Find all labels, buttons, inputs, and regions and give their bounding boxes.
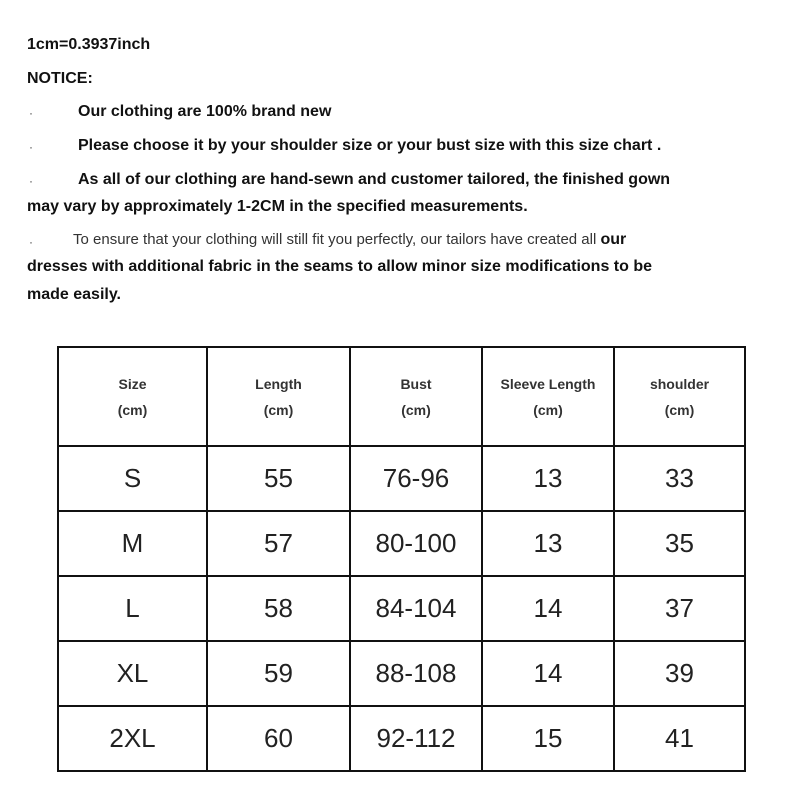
- table-row: [58, 706, 745, 771]
- table-row: [58, 511, 745, 576]
- cell-length: 55: [207, 446, 350, 511]
- cell-sleeve-length: 15: [482, 706, 614, 771]
- header-unit: (cm): [533, 401, 563, 418]
- cell-sleeve-length: 13: [482, 511, 614, 576]
- table-header-row: [58, 347, 745, 446]
- table-row: [58, 576, 745, 641]
- conversion-note: 1cm=0.3937inch: [27, 36, 151, 53]
- header-name: Sleeve Length: [500, 375, 596, 392]
- header-bust: [350, 347, 482, 446]
- fit-line1-normal: To ensure that your clothing will still fit you perfectly, our tailors have created all: [73, 231, 597, 248]
- notice-item-hand-sewn-line1: As all of our clothing are hand-sewn and customer tailored, the finished gown: [78, 171, 671, 188]
- header-name: shoulder: [649, 375, 710, 392]
- cell-bust: 80-100: [350, 511, 482, 576]
- cell-length: 60: [207, 706, 350, 771]
- table-row: [58, 446, 745, 511]
- bullet-dot: ·: [29, 106, 33, 120]
- cell-size: S: [58, 446, 207, 511]
- bullet-dot: ·: [29, 140, 33, 154]
- header-name: Length: [255, 375, 302, 392]
- cell-length: 58: [207, 576, 350, 641]
- header-unit: (cm): [664, 401, 695, 418]
- table-row: [58, 641, 745, 706]
- cell-shoulder: 41: [614, 706, 745, 771]
- notice-item-fit-line2: dresses with additional fabric in the seams to allow minor size modifications to be: [27, 258, 653, 275]
- header-unit: (cm): [263, 401, 294, 418]
- cell-length: 57: [207, 511, 350, 576]
- header-sleeve-length: [482, 347, 614, 446]
- notice-item-fit-line1: [73, 231, 626, 249]
- header-shoulder: [614, 347, 745, 446]
- header-name: Size: [118, 375, 147, 392]
- size-chart-table: [57, 346, 746, 772]
- cell-bust: 92-112: [350, 706, 482, 771]
- notice-item-hand-sewn-line2: may vary by approximately 1-2CM in the specified measurements.: [27, 198, 528, 215]
- header-length: [207, 347, 350, 446]
- cell-sleeve-length: 14: [482, 576, 614, 641]
- cell-sleeve-length: 14: [482, 641, 614, 706]
- notice-item-fit-line3: made easily.: [27, 286, 121, 303]
- cell-size: 2XL: [58, 706, 207, 771]
- cell-size: XL: [58, 641, 207, 706]
- fit-line1-bold: our: [600, 231, 627, 248]
- bullet-dot: ·: [29, 235, 33, 249]
- header-name: Bust: [400, 375, 432, 392]
- notice-label: NOTICE:: [27, 70, 93, 87]
- header-size: [58, 347, 207, 446]
- bullet-dot: ·: [29, 174, 33, 188]
- notice-item-brand-new: Our clothing are 100% brand new: [78, 103, 332, 120]
- header-unit: (cm): [401, 401, 431, 418]
- cell-size: L: [58, 576, 207, 641]
- cell-shoulder: 39: [614, 641, 745, 706]
- cell-bust: 88-108: [350, 641, 482, 706]
- notice-item-choose-size: Please choose it by your shoulder size or your bust size with this size chart .: [78, 137, 662, 154]
- cell-sleeve-length: 13: [482, 446, 614, 511]
- cell-shoulder: 33: [614, 446, 745, 511]
- cell-shoulder: 35: [614, 511, 745, 576]
- cell-size: M: [58, 511, 207, 576]
- cell-length: 59: [207, 641, 350, 706]
- header-unit: (cm): [117, 401, 148, 418]
- cell-bust: 76-96: [350, 446, 482, 511]
- cell-bust: 84-104: [350, 576, 482, 641]
- cell-shoulder: 37: [614, 576, 745, 641]
